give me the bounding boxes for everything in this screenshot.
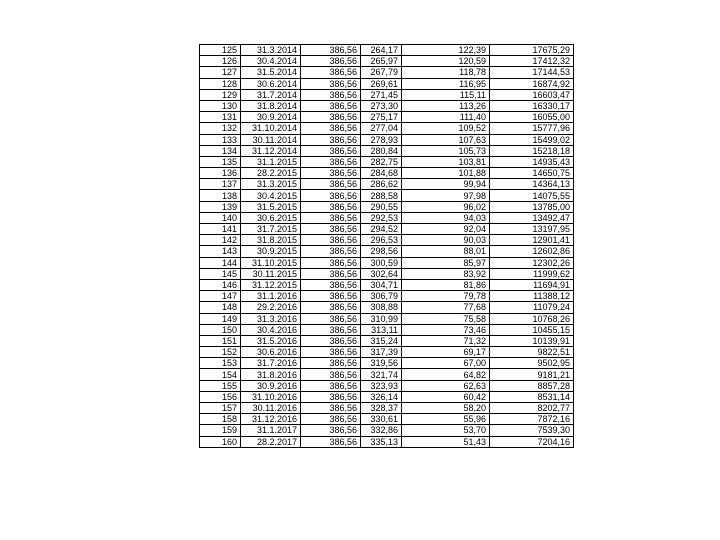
interest-cell: 75,58 [402,313,490,324]
table-row [200,179,574,190]
payment-amount-cell: 386,56 [301,212,361,223]
date-cell: 30.11.2014 [241,134,301,145]
date-cell: 30.4.2014 [241,56,301,67]
date-cell: 31.10.2014 [241,123,301,134]
payment-amount-cell: 386,56 [301,201,361,212]
balance-cell: 7539,30 [490,425,574,436]
balance-cell: 12901,41 [490,235,574,246]
principal-cell: 319,56 [361,358,402,369]
interest-cell: 79,78 [402,291,490,302]
date-cell: 31.1.2016 [241,291,301,302]
date-cell: 30.6.2015 [241,212,301,223]
table-row [200,335,574,346]
principal-cell: 278,93 [361,134,402,145]
payment-amount-cell: 386,56 [301,302,361,313]
principal-cell: 335,13 [361,436,402,447]
interest-cell: 77,68 [402,302,490,313]
payment-number-cell: 144 [200,257,241,268]
balance-cell: 7872,16 [490,414,574,425]
principal-cell: 286,62 [361,179,402,190]
payment-number-cell: 159 [200,425,241,436]
table-row [200,347,574,358]
payment-amount-cell: 386,56 [301,112,361,123]
payment-amount-cell: 386,56 [301,246,361,257]
payment-number-cell: 126 [200,56,241,67]
balance-cell: 11079,24 [490,302,574,313]
table-row [200,246,574,257]
principal-cell: 315,24 [361,335,402,346]
payment-amount-cell: 386,56 [301,235,361,246]
payment-number-cell: 133 [200,134,241,145]
balance-cell: 16874,92 [490,78,574,89]
balance-cell: 13197,95 [490,224,574,235]
payment-number-cell: 145 [200,268,241,279]
principal-cell: 321,74 [361,369,402,380]
table-body [200,45,574,448]
interest-cell: 99,94 [402,179,490,190]
principal-cell: 317,39 [361,347,402,358]
payment-amount-cell: 386,56 [301,369,361,380]
date-cell: 31.10.2016 [241,391,301,402]
payment-amount-cell: 386,56 [301,279,361,290]
principal-cell: 308,88 [361,302,402,313]
principal-cell: 284,68 [361,168,402,179]
principal-cell: 282,75 [361,156,402,167]
payment-number-cell: 150 [200,324,241,335]
balance-cell: 15499,02 [490,134,574,145]
payment-number-cell: 154 [200,369,241,380]
principal-cell: 323,93 [361,380,402,391]
balance-cell: 17412,32 [490,56,574,67]
interest-cell: 85,97 [402,257,490,268]
date-cell: 31.12.2014 [241,145,301,156]
interest-cell: 115,11 [402,89,490,100]
principal-cell: 280,84 [361,145,402,156]
interest-cell: 83,92 [402,268,490,279]
payment-amount-cell: 386,56 [301,403,361,414]
payment-amount-cell: 386,56 [301,134,361,145]
payment-number-cell: 134 [200,145,241,156]
balance-cell: 9181,21 [490,369,574,380]
balance-cell: 16603,47 [490,89,574,100]
table-row [200,414,574,425]
table-row [200,425,574,436]
balance-cell: 9502,95 [490,358,574,369]
date-cell: 29.2.2016 [241,302,301,313]
principal-cell: 264,17 [361,45,402,56]
table-row [200,403,574,414]
balance-cell: 13492,47 [490,212,574,223]
date-cell: 30.6.2014 [241,78,301,89]
principal-cell: 330,61 [361,414,402,425]
payment-number-cell: 138 [200,190,241,201]
date-cell: 30.11.2015 [241,268,301,279]
balance-cell: 17144,53 [490,67,574,78]
payment-amount-cell: 386,56 [301,268,361,279]
date-cell: 31.1.2017 [241,425,301,436]
interest-cell: 103,81 [402,156,490,167]
principal-cell: 300,59 [361,257,402,268]
interest-cell: 113,26 [402,100,490,111]
table-row [200,56,574,67]
payment-amount-cell: 386,56 [301,313,361,324]
payment-number-cell: 129 [200,89,241,100]
interest-cell: 53,70 [402,425,490,436]
table-row [200,257,574,268]
payment-amount-cell: 386,56 [301,324,361,335]
payment-number-cell: 155 [200,380,241,391]
date-cell: 28.2.2017 [241,436,301,447]
table-row [200,134,574,145]
principal-cell: 290,55 [361,201,402,212]
interest-cell: 97,98 [402,190,490,201]
date-cell: 31.12.2015 [241,279,301,290]
date-cell: 31.3.2014 [241,45,301,56]
payment-amount-cell: 386,56 [301,425,361,436]
interest-cell: 96,02 [402,201,490,212]
payment-amount-cell: 386,56 [301,179,361,190]
table-row [200,268,574,279]
payment-amount-cell: 386,56 [301,335,361,346]
table-row [200,279,574,290]
interest-cell: 109,52 [402,123,490,134]
payment-number-cell: 153 [200,358,241,369]
payment-amount-cell: 386,56 [301,89,361,100]
balance-cell: 10455,15 [490,324,574,335]
payment-number-cell: 137 [200,179,241,190]
balance-cell: 7204,16 [490,436,574,447]
interest-cell: 107,63 [402,134,490,145]
interest-cell: 51,43 [402,436,490,447]
interest-cell: 60,42 [402,391,490,402]
payment-amount-cell: 386,56 [301,100,361,111]
principal-cell: 269,61 [361,78,402,89]
payment-number-cell: 149 [200,313,241,324]
balance-cell: 11388,12 [490,291,574,302]
principal-cell: 304,71 [361,279,402,290]
payment-amount-cell: 386,56 [301,190,361,201]
balance-cell: 8531,14 [490,391,574,402]
table-row [200,369,574,380]
date-cell: 28.2.2015 [241,168,301,179]
payment-amount-cell: 386,56 [301,291,361,302]
interest-cell: 69,17 [402,347,490,358]
date-cell: 31.8.2015 [241,235,301,246]
interest-cell: 90,03 [402,235,490,246]
balance-cell: 14075,55 [490,190,574,201]
date-cell: 31.7.2014 [241,89,301,100]
table-row [200,89,574,100]
payment-number-cell: 160 [200,436,241,447]
balance-cell: 11999,62 [490,268,574,279]
date-cell: 31.8.2014 [241,100,301,111]
table-row [200,145,574,156]
principal-cell: 328,37 [361,403,402,414]
interest-cell: 120,59 [402,56,490,67]
balance-cell: 14935,43 [490,156,574,167]
payment-number-cell: 140 [200,212,241,223]
date-cell: 30.6.2016 [241,347,301,358]
table-row [200,201,574,212]
interest-cell: 101,88 [402,168,490,179]
interest-cell: 55,96 [402,414,490,425]
interest-cell: 88,01 [402,246,490,257]
payment-number-cell: 139 [200,201,241,212]
table-row [200,67,574,78]
interest-cell: 122,39 [402,45,490,56]
date-cell: 30.11.2016 [241,403,301,414]
balance-cell: 12302,26 [490,257,574,268]
payment-amount-cell: 386,56 [301,78,361,89]
balance-cell: 16055,00 [490,112,574,123]
payment-amount-cell: 386,56 [301,257,361,268]
date-cell: 31.5.2016 [241,335,301,346]
table-row [200,313,574,324]
payment-number-cell: 125 [200,45,241,56]
date-cell: 31.12.2016 [241,414,301,425]
principal-cell: 313,11 [361,324,402,335]
payment-number-cell: 157 [200,403,241,414]
table-row [200,324,574,335]
balance-cell: 14364,13 [490,179,574,190]
principal-cell: 306,79 [361,291,402,302]
date-cell: 31.8.2016 [241,369,301,380]
payment-amount-cell: 386,56 [301,224,361,235]
balance-cell: 12602,86 [490,246,574,257]
date-cell: 30.9.2014 [241,112,301,123]
payment-amount-cell: 386,56 [301,67,361,78]
principal-cell: 310,99 [361,313,402,324]
payment-amount-cell: 386,56 [301,168,361,179]
payment-number-cell: 132 [200,123,241,134]
interest-cell: 73,46 [402,324,490,335]
date-cell: 31.7.2016 [241,358,301,369]
table-row [200,235,574,246]
payment-number-cell: 128 [200,78,241,89]
payment-number-cell: 148 [200,302,241,313]
balance-cell: 11694,91 [490,279,574,290]
interest-cell: 111,40 [402,112,490,123]
date-cell: 31.5.2014 [241,67,301,78]
payment-amount-cell: 386,56 [301,56,361,67]
table-row [200,224,574,235]
table-row [200,100,574,111]
payment-number-cell: 135 [200,156,241,167]
payment-amount-cell: 386,56 [301,347,361,358]
balance-cell: 15218,18 [490,145,574,156]
date-cell: 30.4.2016 [241,324,301,335]
interest-cell: 71,32 [402,335,490,346]
interest-cell: 64,82 [402,369,490,380]
table-row [200,156,574,167]
balance-cell: 13785,00 [490,201,574,212]
interest-cell: 105,73 [402,145,490,156]
table-row [200,190,574,201]
payment-number-cell: 143 [200,246,241,257]
table-row [200,123,574,134]
table-row [200,45,574,56]
payment-number-cell: 156 [200,391,241,402]
interest-cell: 62,63 [402,380,490,391]
interest-cell: 92,04 [402,224,490,235]
principal-cell: 267,79 [361,67,402,78]
interest-cell: 81,86 [402,279,490,290]
date-cell: 31.7.2015 [241,224,301,235]
date-cell: 30.9.2016 [241,380,301,391]
principal-cell: 277,04 [361,123,402,134]
balance-cell: 8202,77 [490,403,574,414]
balance-cell: 14650,75 [490,168,574,179]
payment-amount-cell: 386,56 [301,414,361,425]
principal-cell: 288,58 [361,190,402,201]
payment-number-cell: 141 [200,224,241,235]
payment-amount-cell: 386,56 [301,391,361,402]
interest-cell: 67,00 [402,358,490,369]
balance-cell: 10768,26 [490,313,574,324]
principal-cell: 275,17 [361,112,402,123]
amortization-table [199,44,574,448]
principal-cell: 296,53 [361,235,402,246]
date-cell: 31.10.2015 [241,257,301,268]
principal-cell: 302,64 [361,268,402,279]
date-cell: 30.9.2015 [241,246,301,257]
date-cell: 31.1.2015 [241,156,301,167]
balance-cell: 10139,91 [490,335,574,346]
balance-cell: 9822,51 [490,347,574,358]
principal-cell: 271,45 [361,89,402,100]
table-row [200,436,574,447]
interest-cell: 58,20 [402,403,490,414]
date-cell: 31.5.2015 [241,201,301,212]
payment-amount-cell: 386,56 [301,436,361,447]
table-row [200,112,574,123]
payment-number-cell: 142 [200,235,241,246]
interest-cell: 118,78 [402,67,490,78]
payment-amount-cell: 386,56 [301,45,361,56]
table-row [200,391,574,402]
principal-cell: 294,52 [361,224,402,235]
principal-cell: 298,56 [361,246,402,257]
principal-cell: 332,86 [361,425,402,436]
payment-number-cell: 127 [200,67,241,78]
principal-cell: 292,53 [361,212,402,223]
payment-amount-cell: 386,56 [301,380,361,391]
interest-cell: 94,03 [402,212,490,223]
table-row [200,78,574,89]
table-row [200,358,574,369]
payment-number-cell: 158 [200,414,241,425]
payment-amount-cell: 386,56 [301,358,361,369]
table-row [200,168,574,179]
payment-number-cell: 147 [200,291,241,302]
principal-cell: 326,14 [361,391,402,402]
date-cell: 31.3.2016 [241,313,301,324]
principal-cell: 273,30 [361,100,402,111]
table-row [200,212,574,223]
payment-number-cell: 136 [200,168,241,179]
balance-cell: 17675,29 [490,45,574,56]
table-row [200,302,574,313]
balance-cell: 8857,28 [490,380,574,391]
payment-number-cell: 130 [200,100,241,111]
payment-number-cell: 146 [200,279,241,290]
principal-cell: 265,97 [361,56,402,67]
balance-cell: 15777,96 [490,123,574,134]
payment-amount-cell: 386,56 [301,156,361,167]
payment-number-cell: 151 [200,335,241,346]
payment-amount-cell: 386,56 [301,145,361,156]
interest-cell: 116,95 [402,78,490,89]
payment-number-cell: 152 [200,347,241,358]
payment-number-cell: 131 [200,112,241,123]
balance-cell: 16330,17 [490,100,574,111]
payment-amount-cell: 386,56 [301,123,361,134]
table-row [200,380,574,391]
table-row [200,291,574,302]
date-cell: 30.4.2015 [241,190,301,201]
date-cell: 31.3.2015 [241,179,301,190]
